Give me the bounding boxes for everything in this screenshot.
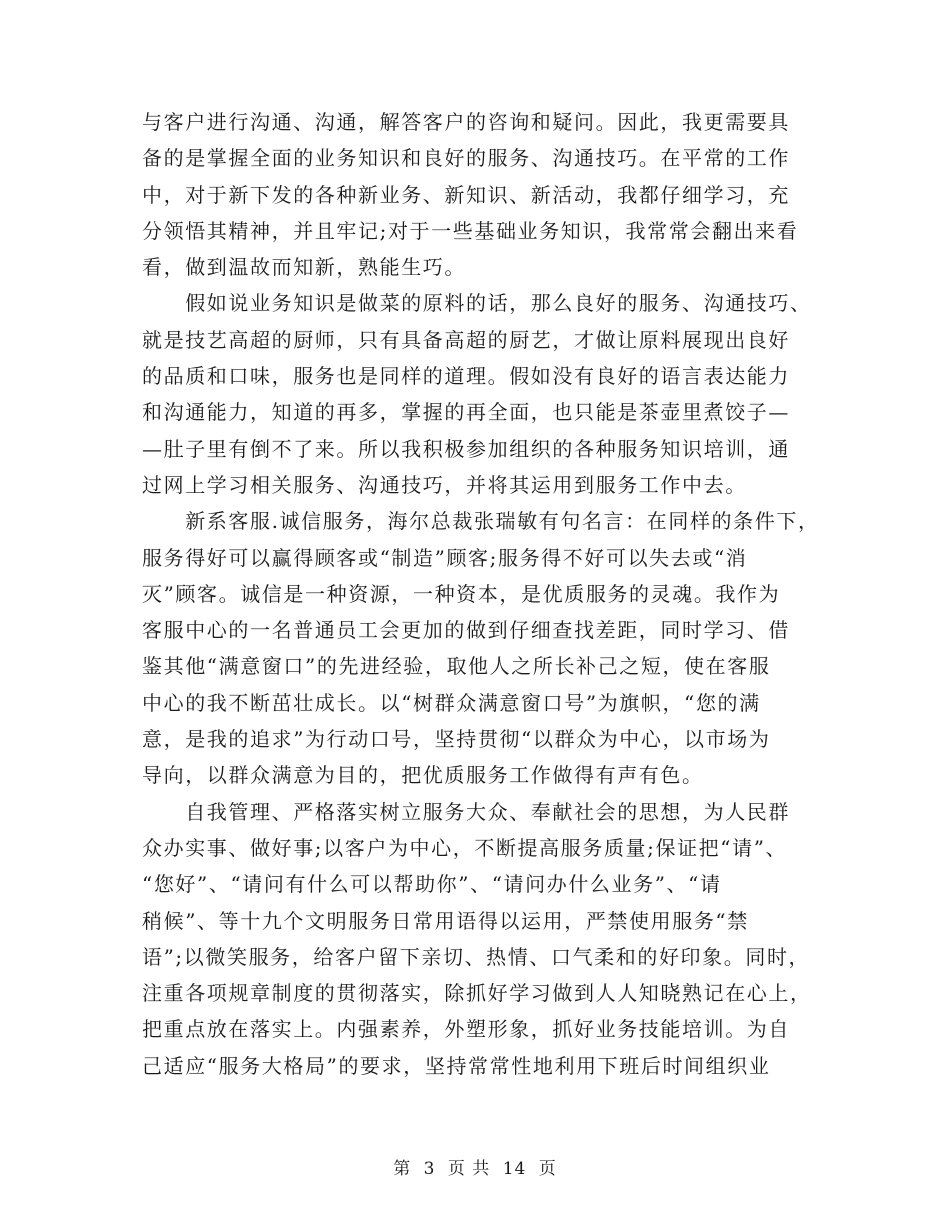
page-footer — [0, 1154, 950, 1179]
text-line: 导向，以群众满意为目的，把优质服务工作做得有声有色。 — [142, 763, 704, 788]
footer-middle: 页 共 — [447, 1159, 491, 1179]
text-line: 中心的我不断茁壮成长。以“树群众满意窗口号”为旗帜，“您的满 — [142, 690, 761, 715]
body-text — [142, 104, 822, 1084]
text-line: 就是技艺高超的厨师，只有具备高超的厨艺，才做让原料展现出良好 — [142, 327, 790, 352]
footer-suffix: 页 — [538, 1159, 557, 1179]
text-line: 语”;以微笑服务，给客户留下亲切、热情、口气柔和的好印象。同时， — [142, 944, 811, 969]
text-line: 客服中心的一名普通员工会更加的做到仔细查找差距，同时学习、借 — [142, 618, 790, 643]
text-line: 备的是掌握全面的业务知识和良好的服务、沟通技巧。在平常的工作 — [142, 146, 790, 171]
text-line: 众办实事、做好事;以客户为中心，不断提高服务质量;保证把“请”、 — [142, 835, 788, 860]
text-line: 注重各项规章制度的贯彻落实，除抓好学习做到人人知晓熟记在心上， — [142, 981, 812, 1006]
text-line: 自我管理、严格落实树立服务大众、奉献社会的思想，为人民群 — [142, 799, 790, 824]
text-line: “您好”、“请问有什么可以帮助你”、“请问办什么业务”、“请 — [142, 872, 722, 897]
text-line: 和沟通能力，知道的再多，掌握的再全面，也只能是茶壶里煮饺子— — [142, 400, 790, 425]
footer-prefix: 第 — [393, 1159, 412, 1179]
text-line: 鉴其他“满意窗口”的先进经验，取他人之所长补己之短，使在客服 — [142, 654, 771, 679]
text-line: 的品质和口味，服务也是同样的道理。假如没有良好的语言表达能力 — [142, 364, 790, 389]
text-line: 与客户进行沟通、沟通，解答客户的咨询和疑问。因此，我更需要具 — [142, 110, 790, 134]
text-line: —肚子里有倒不了来。所以我积极参加组织的各种服务知识培训，通 — [142, 436, 790, 461]
current-page-number: 3 — [423, 1159, 436, 1179]
text-line: 灭”顾客。诚信是一种资源，一种资本，是优质服务的灵魂。我作为 — [142, 581, 781, 606]
text-line: 己适应“服务大格局”的要求，坚持常常性地利用下班后时间组织业 — [142, 1053, 771, 1078]
text-line: 中，对于新下发的各种新业务、新知识、新活动，我都仔细学习，充 — [142, 182, 790, 207]
text-line: 新系客服.诚信服务，海尔总裁张瑞敏有句名言：在同样的条件下， — [142, 509, 820, 534]
text-line: 意，是我的追求”为行动口号，坚持贯彻“以群众为中心，以市场为 — [142, 727, 771, 752]
text-line: 服务得好可以赢得顾客或“制造”顾客;服务得不好可以失去或“消 — [142, 545, 748, 570]
text-line: 把重点放在落实上。内强素养，外塑形象，抓好业务技能培训。为自 — [142, 1017, 790, 1042]
text-line: 稍候”、等十九个文明服务日常用语得以运用，严禁使用服务“禁 — [142, 908, 749, 933]
total-pages-number: 14 — [502, 1159, 527, 1179]
text-line: 过网上学习相关服务、沟通技巧，并将其运用到服务工作中去。 — [142, 472, 747, 497]
text-line: 假如说业务知识是做菜的原料的话，那么良好的服务、沟通技巧、 — [142, 291, 812, 316]
text-line: 分领悟其精神，并且牢记;对于一些基础业务知识，我常常会翻出来看 — [142, 218, 799, 243]
text-line: 看，做到温故而知新，熟能生巧。 — [142, 255, 466, 280]
